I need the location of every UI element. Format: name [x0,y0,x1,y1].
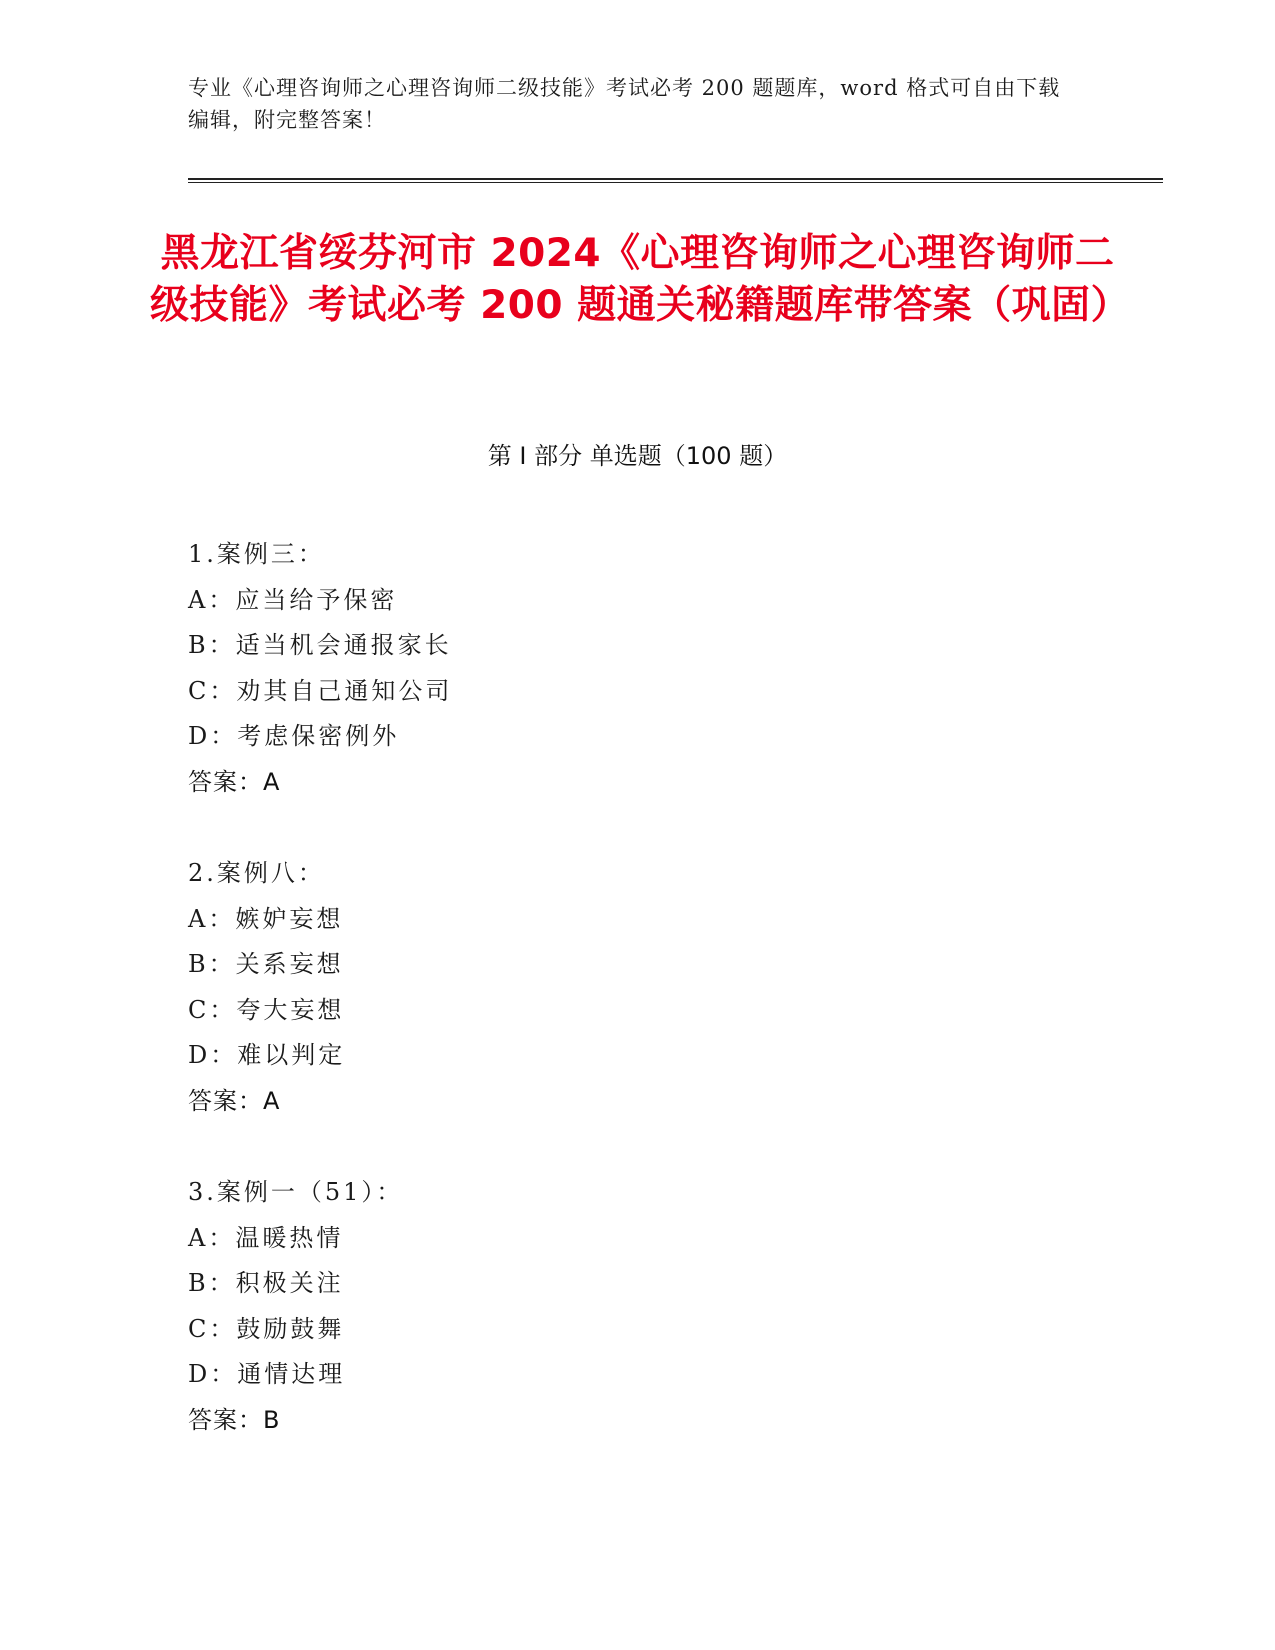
option-c [188,988,1088,1034]
option-d [188,1352,1088,1398]
option-b [188,1261,1088,1307]
option-c [188,669,1088,715]
option-text: 鼓励鼓舞 [236,1314,345,1343]
question-stem: 1.案例三： [188,540,325,568]
answer: 答案：B [188,1405,281,1434]
option-text: 关系妄想 [235,950,344,978]
option-b [188,942,1088,988]
option-d [188,1033,1088,1079]
option-text: 应当给予保密 [235,585,398,614]
option-b [188,623,1088,669]
option-key: C： [188,676,237,705]
option-key: B： [188,950,236,978]
option-key: A： [188,904,236,933]
option-text: 夸大妄想 [236,995,345,1024]
question-stem: 3.案例一（51）： [188,1178,404,1206]
option-key: A： [188,585,236,614]
question-3 [188,1170,1088,1443]
option-key: B： [188,631,236,659]
option-text: 通情达理 [237,1360,346,1388]
answer: 答案：A [188,767,281,796]
header-divider [188,178,1163,183]
question-1 [188,532,1088,805]
option-text: 难以判定 [237,1041,346,1069]
option-text: 考虑保密例外 [237,722,400,750]
question-2 [188,851,1088,1124]
header-note: 专业《心理咨询师之心理咨询师二级技能》考试必考 200 题题库，word 格式可自由下载编辑，附完整答案！ [188,76,1061,132]
option-key: A： [188,1223,236,1252]
question-list [188,532,1088,1489]
option-text: 嫉妒妄想 [235,904,344,933]
option-d [188,714,1088,760]
option-key: D： [188,1360,238,1388]
option-text: 适当机会通报家长 [235,631,452,659]
option-key: C： [188,1314,237,1343]
option-a [188,578,1088,624]
option-text: 温暖热情 [235,1223,344,1252]
question-stem: 2.案例八： [188,859,325,887]
option-text: 劝其自己通知公司 [236,676,453,705]
option-key: D： [188,722,238,750]
option-c [188,1307,1088,1353]
option-a [188,897,1088,943]
document-title: 黑龙江省绥芬河市 2024《心理咨询师之心理咨询师二级技能》考试必考 200 题通关秘籍题库带答案（巩固） [150,231,1131,328]
option-text: 积极关注 [235,1269,344,1297]
option-key: B： [188,1269,236,1297]
option-key: D： [188,1041,238,1069]
option-key: C： [188,995,237,1024]
section-heading: 第 I 部分 单选题（100 题） [487,442,788,470]
option-a [188,1216,1088,1262]
answer: 答案：A [188,1086,281,1115]
